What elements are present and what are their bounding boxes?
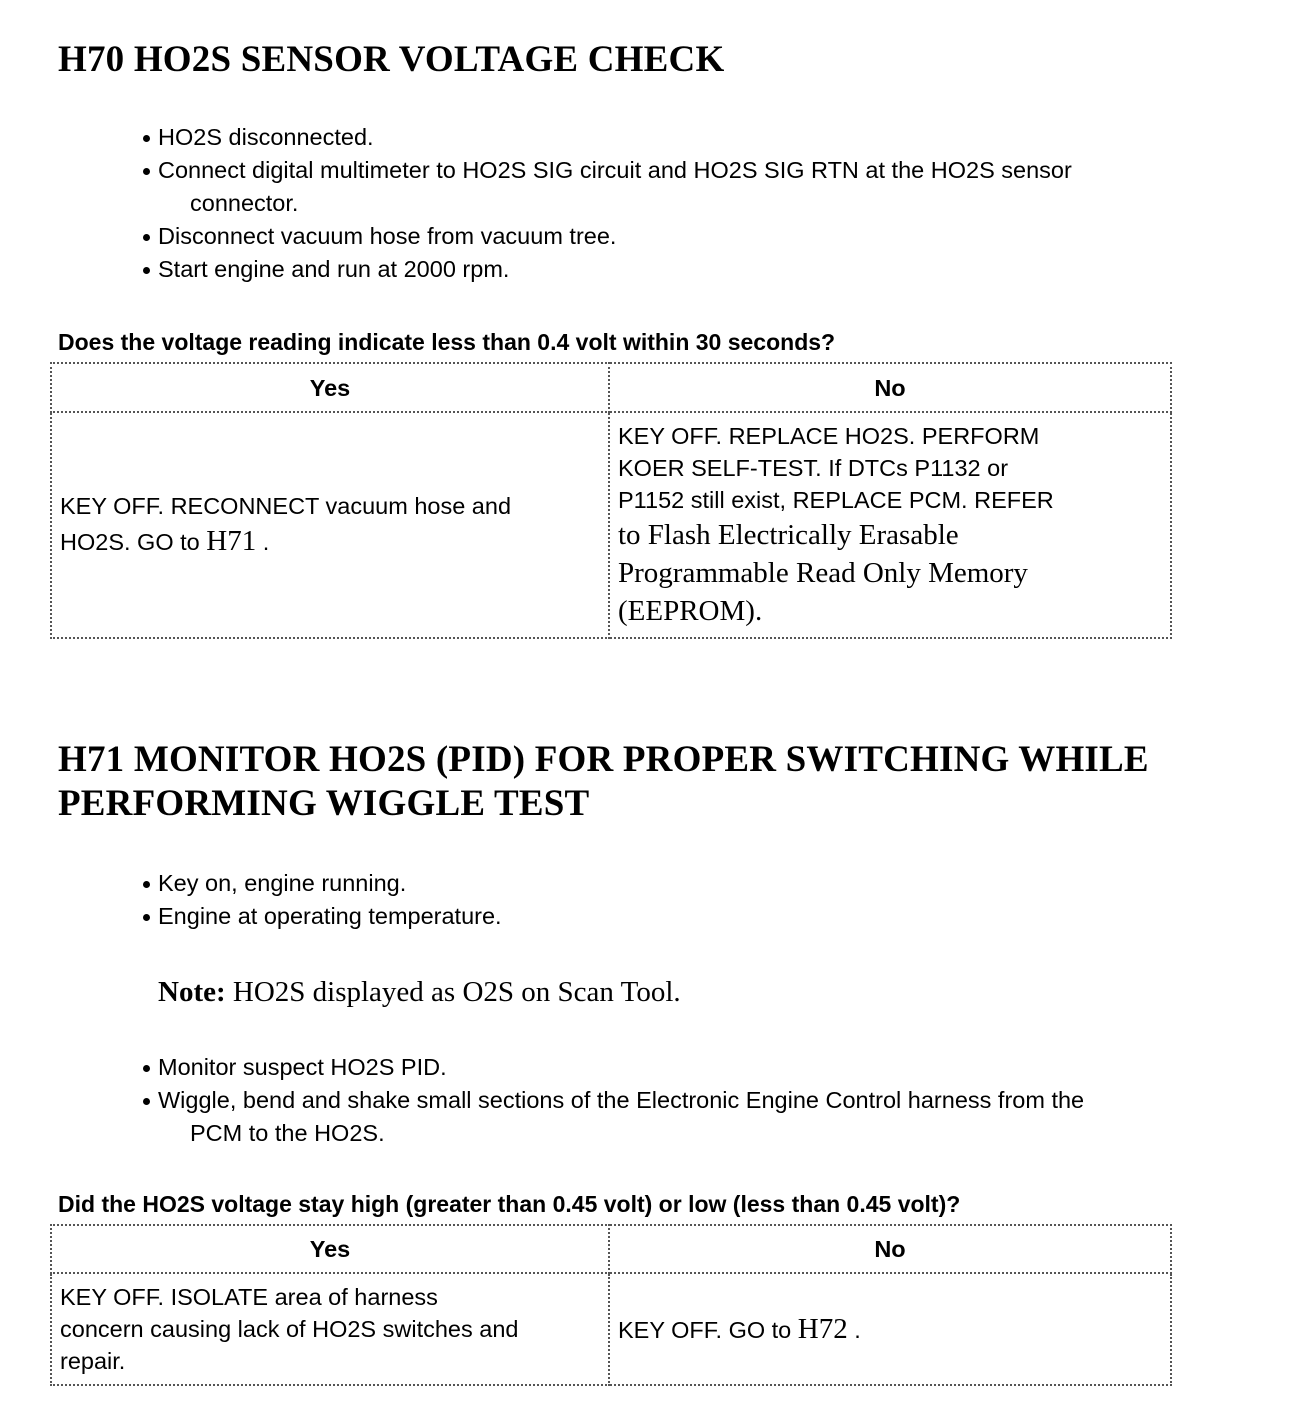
note: Note: HO2S displayed as O2S on Scan Tool. xyxy=(158,976,681,1008)
list-item: HO2S disconnected. xyxy=(140,121,1072,154)
bullet-list-h70 xyxy=(140,121,1072,286)
yes-cell: KEY OFF. RECONNECT vacuum hose and HO2S. GO to H71 . xyxy=(51,412,609,638)
list-item: Start engine and run at 2000 rpm. xyxy=(140,253,1072,286)
list-item: Engine at operating temperature. xyxy=(140,900,502,933)
list-item: Disconnect vacuum hose from vacuum tree. xyxy=(140,220,1072,253)
question-h70: Does the voltage reading indicate less than 0.4 volt within 30 seconds? xyxy=(58,329,836,355)
eeprom-link-line[interactable]: (EEPROM). xyxy=(618,595,763,627)
section-title-h71: H71 MONITOR HO2S (PID) FOR PROPER SWITCHING WHILE PERFORMING WIGGLE TEST xyxy=(58,739,1149,824)
bullet-list-h71-b xyxy=(140,1051,1084,1150)
yes-cell: KEY OFF. ISOLATE area of harness concern causing lack of HO2S switches and repair. xyxy=(51,1273,609,1385)
no-header: No xyxy=(609,363,1171,412)
list-item: Key on, engine running. xyxy=(140,867,502,900)
list-item: Wiggle, bend and shake small sections of the Electronic Engine Control harness from the PCM to the HO2S. xyxy=(140,1084,1084,1150)
yes-no-table-h70 xyxy=(50,362,1172,639)
yes-header: Yes xyxy=(51,363,609,412)
no-cell: KEY OFF. REPLACE HO2S. PERFORM KOER SELF-TEST. If DTCs P1132 or P1152 still exist, REPLACE PCM. REFER to Flash Electrically Erasable Programmable Read Only Memory (EEPROM). xyxy=(609,412,1171,638)
section-title-h70: H70 HO2S SENSOR VOLTAGE CHECK xyxy=(58,39,725,80)
goto-link-h71[interactable]: H71 xyxy=(206,525,257,557)
question-h71: Did the HO2S voltage stay high (greater than 0.45 volt) or low (less than 0.45 volt)? xyxy=(58,1191,961,1217)
goto-link-h72[interactable]: H72 xyxy=(797,1313,848,1345)
eeprom-link-line[interactable]: to Flash Electrically Erasable xyxy=(618,519,959,551)
yes-header: Yes xyxy=(51,1225,609,1273)
yes-no-table-h71 xyxy=(50,1224,1172,1386)
eeprom-link-line[interactable]: Programmable Read Only Memory xyxy=(618,557,1028,589)
list-item: Monitor suspect HO2S PID. xyxy=(140,1051,1084,1084)
list-item: Connect digital multimeter to HO2S SIG circuit and HO2S SIG RTN at the HO2S sensor connector. xyxy=(140,154,1072,220)
no-cell: KEY OFF. GO to H72 . xyxy=(609,1273,1171,1385)
bullet-list-h71-a xyxy=(140,867,502,933)
no-header: No xyxy=(609,1225,1171,1273)
